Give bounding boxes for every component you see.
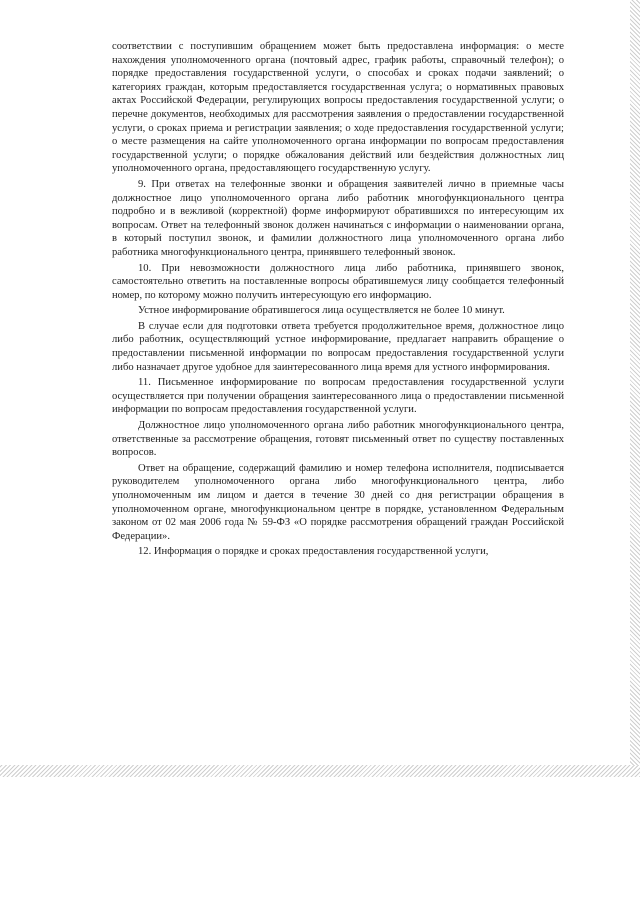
- paragraph-item-12: 12. Информация о порядке и сроках предоставления государственной услуги,: [138, 546, 489, 558]
- document-page: [112, 40, 564, 561]
- paragraph-oral-duration: Устное информирование обратившегося лица осуществляется не более 10 минут.: [138, 305, 505, 317]
- scan-border-right: [630, 0, 640, 775]
- paragraph-extended-time: В случае если для подготовки ответа требуется продолжительное время, должностное лицо либо работник, осуществляющий устное информирование, предлагает направить обращение о предоставлении письменной информации по вопросам предоставления государственной услуги либо назначает другое удобное для заинтересованного лица время для устного информирования.: [112, 320, 564, 373]
- paragraph-item-9: 9. При ответах на телефонные звонки и обращения заявителей лично в приемные часы должностное лицо уполномоченного органа либо работник многофункционального центра подробно и в вежливой (корректной) форме информируют обратившихся по интересующим их вопросам. Ответ на телефонный звонок должен начинаться с информации о наименовании органа, в который поступил звонок, и фамилии должностного лица уполномоченного органа либо работника многофункционального центра, принявшего телефонный звонок.: [112, 178, 564, 258]
- paragraph-item-10: 10. При невозможности должностного лица либо работника, принявшего звонок, самостоятельно ответить на поставленные вопросы обратившемуся лицу сообщается телефонный номер, по которому можно получить интересующую его информацию.: [112, 262, 564, 301]
- scan-border-bottom: [0, 765, 640, 777]
- paragraph-written-response: Должностное лицо уполномоченного органа либо работник многофункционального центра, ответственные за рассмотрение обращения, готовят письменный ответ по существу поставленных вопросов.: [112, 420, 564, 459]
- paragraph-response-signing: Ответ на обращение, содержащий фамилию и номер телефона исполнителя, подписывается руководителем уполномоченного органа либо многофункционального центра, либо уполномоченным им лицом и дается в течение 30 дней со дня регистрации обращения в уполномоченном органе, многофункциональном центре в порядке, установленном Федеральным законом от 02 мая 2006 года № 59-ФЗ «О порядке рассмотрения обращений граждан Российской Федерации».: [112, 462, 564, 542]
- paragraph-continuation: соответствии с поступившим обращением может быть предоставлена информация: о месте нахождения уполномоченного органа (почтовый адрес, график работы, справочный телефон); о порядке предоставления государственной услуги, о способах и сроках подачи заявлений; о категориях граждан, которым предоставляется государственная услуга; о нормативных правовых актах Российской Федерации, регулирующих вопросы предоставления государственной услуги; о перечне документов, необходимых для рассмотрения заявления о предоставлении государственной услуги, о сроках приема и регистрации заявления; о ходе предоставления государственной услуги; о месте размещения на сайте уполномоченного органа информации по вопросам предоставления государственной услуги; о порядке обжалования действий или бездействия должностных лиц уполномоченного органа, предоставляющего государственную услугу.: [112, 41, 564, 175]
- paragraph-item-11: 11. Письменное информирование по вопросам предоставления государственной услуги осуществляется при получении обращения заинтересованного лица о предоставлении письменной информации по вопросам предоставления государственной услуги.: [112, 377, 564, 416]
